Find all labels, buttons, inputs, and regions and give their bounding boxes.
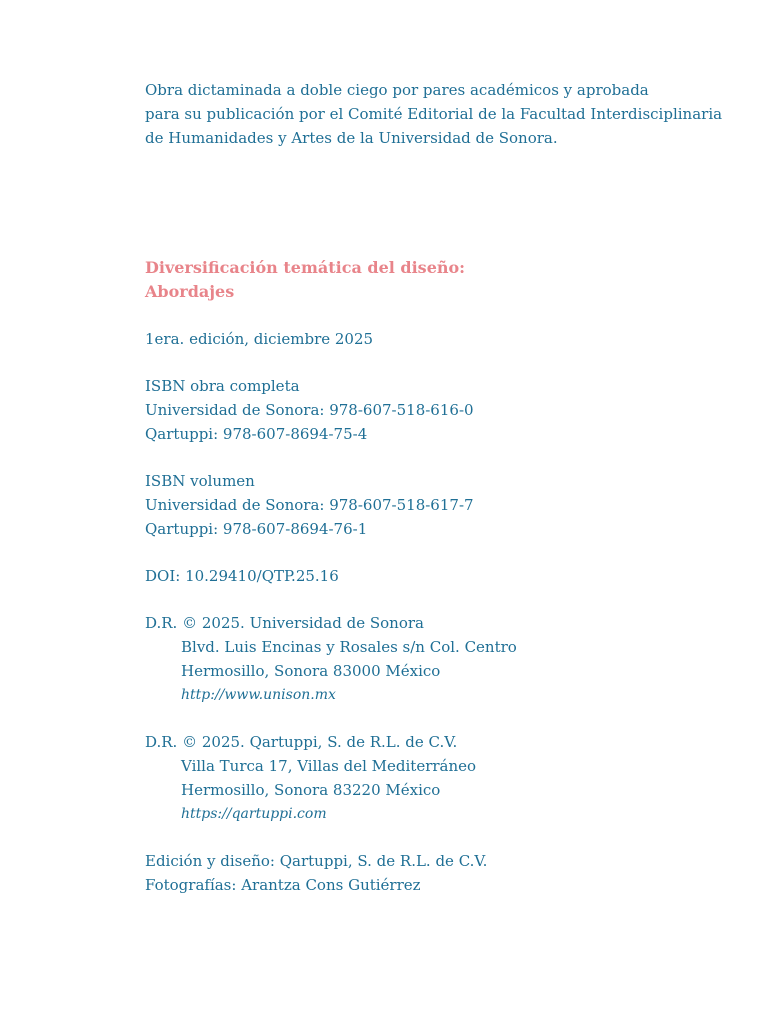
credits-photos: Fotografías: Arantza Cons Gutiérrez (145, 876, 421, 894)
doi-block (145, 564, 705, 588)
rights-qartuppi-address-1: Villa Turca 17, Villas del Mediterráneo (181, 757, 477, 775)
book-title-line-2: Abordajes (145, 282, 235, 301)
isbn-volume-qartuppi: Qartuppi: 978-607-8694-76-1 (145, 520, 368, 538)
isbn-complete-heading: ISBN obra completa (145, 377, 300, 395)
rights-unison-holder: D.R. © 2025. Universidad de Sonora (145, 614, 424, 632)
peer-review-line-3: de Humanidades y Artes de la Universidad de Sonora. (145, 129, 558, 147)
rights-unison-block (145, 611, 705, 707)
edition-info (145, 327, 705, 351)
isbn-complete-block (145, 374, 705, 446)
rights-unison-address-2: Hermosillo, Sonora 83000 México (181, 662, 441, 680)
peer-review-notice (145, 78, 723, 150)
isbn-volume-heading: ISBN volumen (145, 472, 255, 490)
peer-review-line-2: para su publicación por el Comité Editorial de la Facultad Interdisciplinaria (145, 105, 723, 123)
rights-qartuppi-address-2: Hermosillo, Sonora 83220 México (181, 781, 441, 799)
isbn-volume-unison: Universidad de Sonora: 978-607-518-617-7 (145, 496, 474, 514)
rights-qartuppi-block (145, 730, 705, 826)
copyright-page (145, 78, 723, 897)
credits-design: Edición y diseño: Qartuppi, S. de R.L. de C.V. (145, 852, 488, 870)
isbn-complete-qartuppi: Qartuppi: 978-607-8694-75-4 (145, 425, 368, 443)
peer-review-line-1: Obra dictaminada a doble ciego por pares académicos y aprobada (145, 81, 649, 99)
rights-qartuppi-holder: D.R. © 2025. Qartuppi, S. de R.L. de C.V. (145, 733, 458, 751)
rights-unison-url[interactable]: http://www.unison.mx (181, 687, 336, 703)
isbn-complete-unison: Universidad de Sonora: 978-607-518-616-0 (145, 401, 474, 419)
book-title-line-1: Diversificación temática del diseño: (145, 258, 466, 277)
doi-text: DOI: 10.29410/QTP.25.16 (145, 567, 339, 585)
edition-text: 1era. edición, diciembre 2025 (145, 330, 374, 348)
rights-unison-address-1: Blvd. Luis Encinas y Rosales s/n Col. Centro (181, 638, 517, 656)
rights-qartuppi-url[interactable]: https://qartuppi.com (181, 806, 327, 822)
credits-block (145, 849, 705, 897)
isbn-volume-block (145, 469, 705, 541)
book-title (145, 256, 705, 304)
